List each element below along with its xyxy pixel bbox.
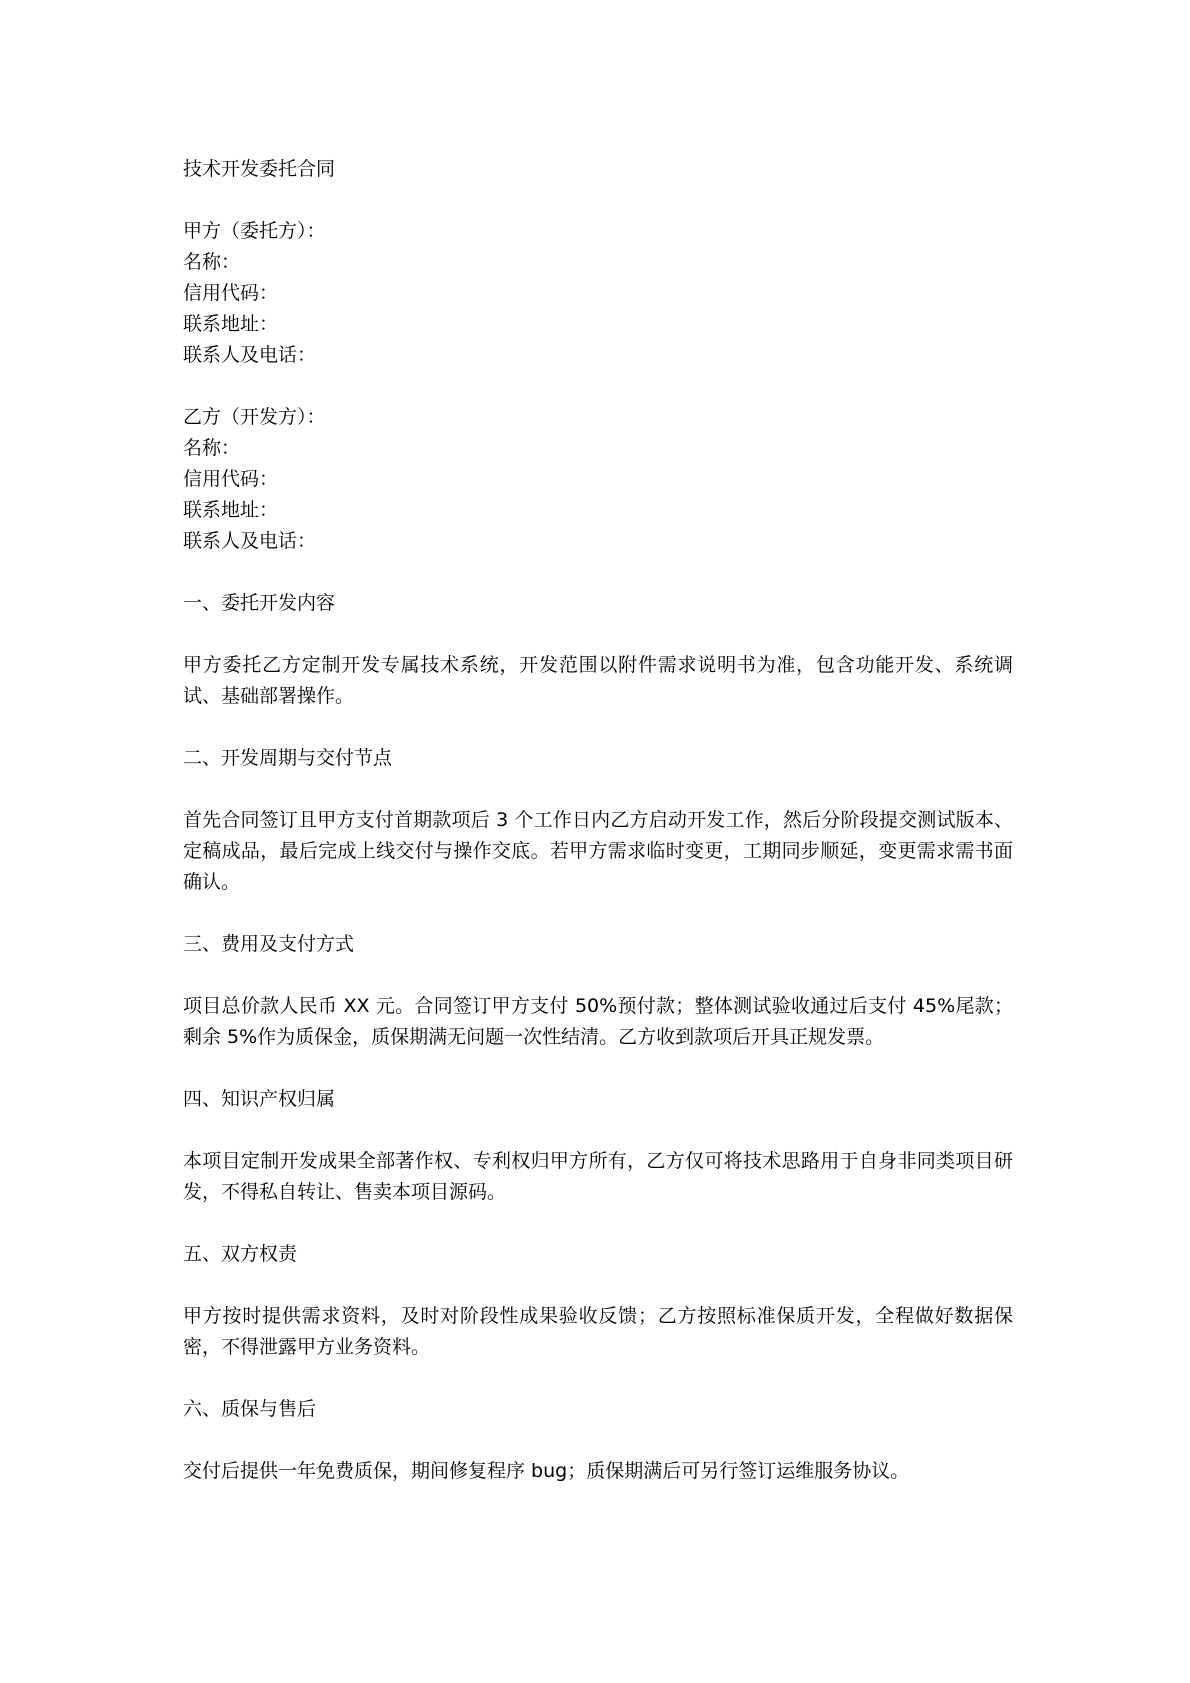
party-a-address-label: 联系地址： <box>183 313 279 335</box>
section-heading: 三、费用及支付方式 <box>183 933 355 955</box>
section-development-content <box>183 588 1013 712</box>
party-a-name-label: 名称： <box>183 251 241 273</box>
party-a-credit-code-label: 信用代码： <box>183 282 279 304</box>
section-payment <box>183 929 1013 1053</box>
party-b-contact-label: 联系人及电话： <box>183 530 317 552</box>
section-heading: 二、开发周期与交付节点 <box>183 747 393 769</box>
section-body: 甲方委托乙方定制开发专属技术系统，开发范围以附件需求说明书为准，包含功能开发、系统调试、基础部署操作。 <box>183 654 1013 707</box>
section-heading: 四、知识产权归属 <box>183 1088 336 1110</box>
section-heading: 六、质保与售后 <box>183 1398 317 1420</box>
section-heading: 五、双方权责 <box>183 1243 298 1265</box>
section-rights-obligations <box>183 1239 1013 1363</box>
party-b-address-label: 联系地址： <box>183 499 279 521</box>
party-b-heading: 乙方（开发方）： <box>183 406 326 428</box>
section-schedule <box>183 743 1013 898</box>
document-content <box>183 154 1013 1518</box>
party-b-credit-code-label: 信用代码： <box>183 468 279 490</box>
section-body: 甲方按时提供需求资料，及时对阶段性成果验收反馈；乙方按照标准保质开发，全程做好数据保密，不得泄露甲方业务资料。 <box>183 1305 1013 1358</box>
document-title: 技术开发委托合同 <box>183 158 336 180</box>
section-body: 项目总价款人民币 XX 元。合同签订甲方支付 50%预付款；整体测试验收通过后支付 45%尾款；剩余 5%作为质保金，质保期满无问题一次性结清。乙方收到款项后开具正规发票。 <box>183 995 1013 1048</box>
section-body: 首先合同签订且甲方支付首期款项后 3 个工作日内乙方启动开发工作，然后分阶段提交测试版本、定稿成品，最后完成上线交付与操作交底。若甲方需求临时变更，工期同步顺延，变更需求需书面确认。 <box>183 809 1013 893</box>
section-body: 交付后提供一年免费质保，期间修复程序 bug；质保期满后可另行签订运维服务协议。 <box>183 1460 910 1482</box>
section-body: 本项目定制开发成果全部著作权、专利权归甲方所有，乙方仅可将技术思路用于自身非同类项目研发，不得私自转让、售卖本项目源码。 <box>183 1150 1013 1203</box>
party-a-block <box>183 216 1013 371</box>
party-b-name-label: 名称： <box>183 437 241 459</box>
section-warranty <box>183 1394 1013 1487</box>
section-heading: 一、委托开发内容 <box>183 592 336 614</box>
party-b-block <box>183 402 1013 557</box>
party-a-heading: 甲方（委托方）： <box>183 220 326 242</box>
party-a-contact-label: 联系人及电话： <box>183 344 317 366</box>
section-intellectual-property <box>183 1084 1013 1208</box>
